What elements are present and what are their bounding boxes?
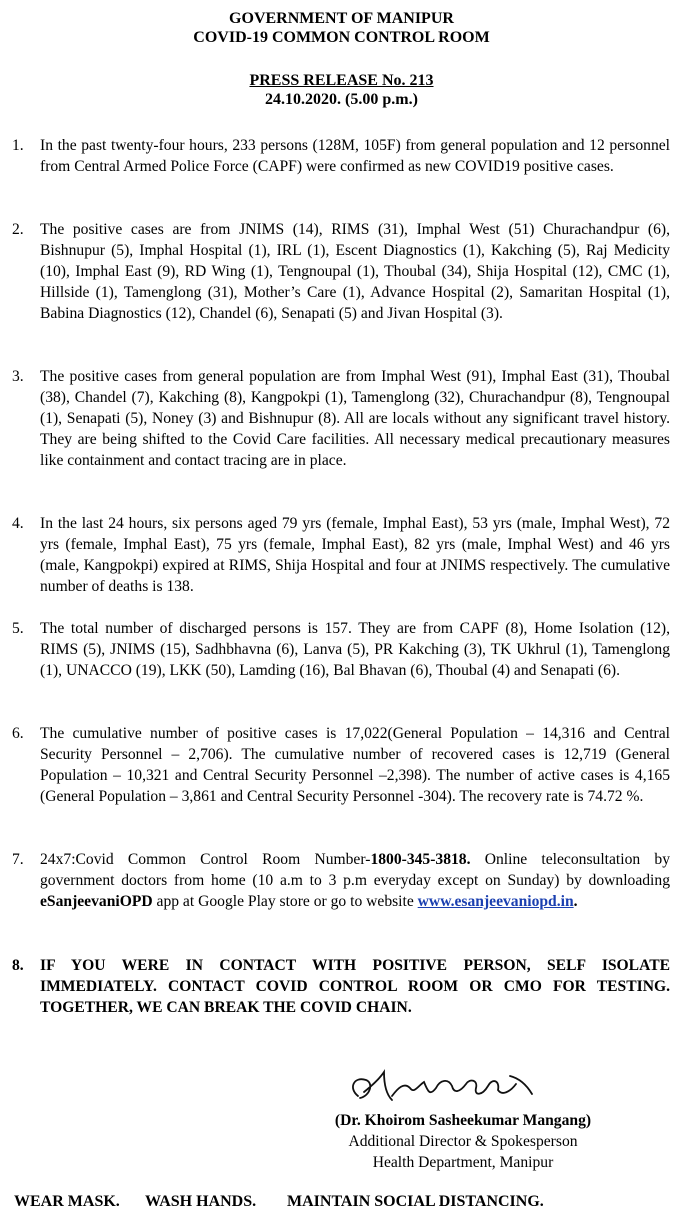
app-name: eSanjeevaniOPD [40, 893, 153, 910]
list-item-3 [12, 366, 670, 471]
signatory-block [298, 1110, 628, 1173]
teleconsultation-text: Online teleconsultation by government doctors from home (10 a.m to 3 p.m everyday except on Sunday) by downloading [40, 851, 671, 889]
item-number: 3. [12, 368, 24, 385]
item-number: 6. [12, 725, 24, 742]
list-item-7 [12, 849, 670, 912]
item-number: 7. [12, 851, 24, 868]
list-item-6 [12, 723, 670, 807]
item-text: In the last 24 hours, six persons aged 79 yrs (female, Imphal East), 53 yrs (male, Imphal West), 72 yrs (female, Imphal East), 75 yrs (female, Imphal East), 82 yrs (male, Imphal West) and 46 yrs (male, Kangpokpi) expired at RIMS, Shija Hospital and four at JNIMS respectively. The cumulative number of deaths is 138. [40, 515, 670, 595]
signature [340, 1066, 570, 1110]
slogan-wear-mask: WEAR MASK. [14, 1193, 120, 1210]
signatory-name: (Dr. Khoirom Sasheekumar Mangang) [334, 1112, 592, 1129]
list-item-1 [12, 135, 670, 177]
list-item-5 [12, 618, 670, 681]
item-number: 5. [12, 620, 24, 637]
letterhead [0, 9, 683, 47]
release-datetime: 24.10.2020. (5.00 p.m.) [265, 91, 418, 108]
item-text [40, 849, 670, 912]
slogan-wash-hands: WASH HANDS. [145, 1193, 257, 1210]
list-item-8 [12, 955, 670, 1018]
item-text: The cumulative number of positive cases is 17,022(General Population – 14,316 and Central Security Personnel – 2,706). The cumulative number of recovered cases is 12,719 (General Population – 10,321 and Central Security Personnel –2,398). The number of active cases is 4,165 (General Population – 3,861 and Central Security Personnel -304). The recovery rate is 74.72 %. [40, 725, 670, 805]
list-item-4 [12, 513, 670, 597]
release-heading [0, 71, 683, 109]
sentence-end: . [573, 893, 578, 910]
item-text: The positive cases are from JNIMS (14), RIMS (31), Imphal West (51) Churachandpur (6), Bishnupur (5), Imphal Hospital (1), IRL (1), Escent Diagnostics (1), Kakching (5), Raj Medicity (10), Imphal East (9), RD Wing (1), Tengnoupal (1), Thoubal (34), Shija Hospital (12), CMC (1), Hillside (1), Tamenglong (31), Mother’s Care (1), Advance Hospital (2), Samaritan Hospital (1), Babina Diagnostics (12), Chandel (6), Senapati (5) and Jivan Hospital (3). [40, 221, 670, 322]
press-release-number: PRESS RELEASE No. 213 [249, 72, 434, 89]
item-text: The positive cases from general population are from Imphal West (91), Imphal East (31), Thoubal (38), Chandel (7), Kakching (8), Kangpokpi (1), Tamenglong (32), Churachandpur (8), Tengnoupal (1), Senapati (5), Noney (3) and Bishnupur (8). All are locals without any significant travel history. They are being shifted to the Covid Care facilities. All necessary medical precautionary measures like containment and contact tracing are in place. [40, 368, 670, 469]
item-number: 2. [12, 221, 24, 238]
item-text: In the past twenty-four hours, 233 persons (128M, 105F) from general population and 12 personnel from Central Armed Police Force (CAPF) were confirmed as new COVID19 positive cases. [40, 137, 670, 175]
footer-slogans [14, 1193, 674, 1211]
control-room-label: 24x7:Covid Common Control Room Number- [40, 851, 371, 868]
signatory-department: Health Department, Manipur [372, 1154, 554, 1171]
list-item-2 [12, 219, 670, 324]
item-number: 4. [12, 515, 24, 532]
signatory-designation: Additional Director & Spokesperson [348, 1133, 578, 1150]
play-store-text: app at Google Play store or go to website [152, 893, 418, 910]
slogan-social-distancing: MAINTAIN SOCIAL DISTANCING. [287, 1193, 544, 1210]
website-link[interactable]: www.esanjeevaniopd.in [417, 893, 574, 910]
item-number: 1. [12, 137, 24, 154]
item-text: IF YOU WERE IN CONTACT WITH POSITIVE PERSON, SELF ISOLATE IMMEDIATELY. CONTACT COVID CONTROL ROOM OR CMO FOR TESTING. TOGETHER, WE CAN BREAK THE COVID CHAIN. [40, 957, 670, 1016]
item-number: 8. [12, 957, 24, 974]
helpline-number: 1800-345-3818. [370, 851, 471, 868]
government-title: GOVERNMENT OF MANIPUR [229, 10, 454, 27]
item-text: The total number of discharged persons is 157. They are from CAPF (8), Home Isolation (12), RIMS (5), JNIMS (15), Sadhbhavna (6), Lanva (5), PR Kakching (3), TK Ukhrul (1), Tamenglong (1), UNACCO (19), LKK (50), Lamding (16), Bal Bhavan (6), Thoubal (4) and Senapati (6). [40, 620, 670, 679]
control-room-title: COVID-19 COMMON CONTROL ROOM [193, 29, 490, 46]
